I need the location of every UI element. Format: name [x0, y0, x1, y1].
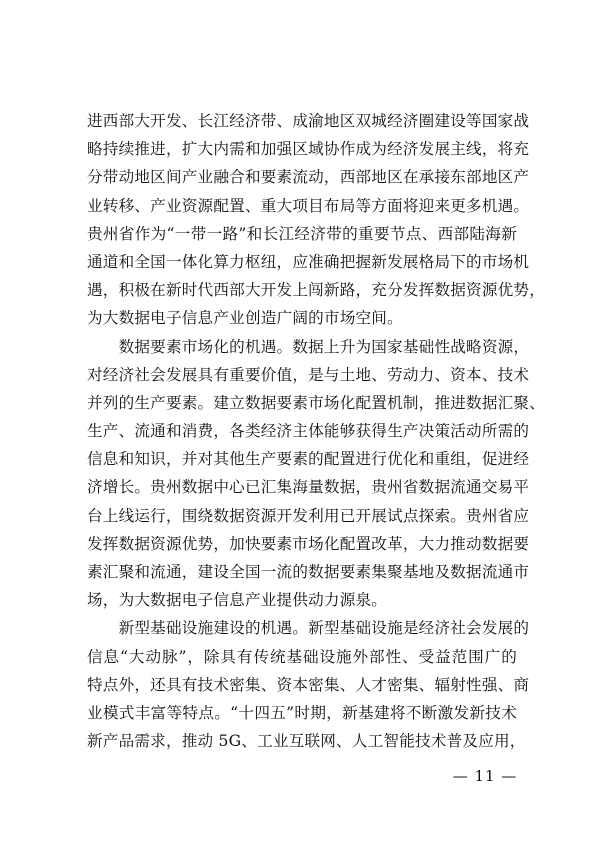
text-line: 信息和知识，并对其他生产要素的配置进行优化和重组，促进经: [87, 450, 530, 469]
text-line: 遇，积极在新时代西部大开发上闯新路，充分发挥数据资源优势，: [87, 281, 546, 300]
text-line: 特点外，还具有技术密集、资本密集、人才密集、辐射性强、商: [87, 675, 530, 694]
text-line: 分带动地区间产业融合和要素流动，西部地区在承接东部地区产: [87, 168, 530, 187]
text-line: 通道和全国一体化算力枢纽，应准确把握新发展格局下的市场机: [87, 252, 530, 271]
text-line: 业转移、产业资源配置、重大项目布局等方面将迎来更多机遇。: [87, 196, 530, 215]
text-line: 济增长。贵州数据中心已汇集海量数据，贵州省数据流通交易平: [87, 478, 530, 497]
page-number: — 11 —: [452, 767, 518, 785]
text-line: 对经济社会发展具有重要价值，是与土地、劳动力、资本、技术: [87, 365, 530, 384]
text-line: 素汇聚和流通，建设全国一流的数据要素集聚基地及数据流通市: [87, 563, 530, 581]
text-line: 生产、流通和消费，各类经济主体能够获得生产决策活动所需的: [87, 422, 530, 441]
text-line: 并列的生产要素。建立数据要素市场化配置机制，推进数据汇聚、: [87, 393, 546, 412]
text-line: 信息“大动脉”，除具有传统基础设施外部性、受益范围广的: [87, 647, 517, 666]
text-line: 新产品需求，推动 5G、工业互联网、人工智能技术普及应用，: [87, 732, 526, 751]
text-line: 数据要素市场化的机遇。数据上升为国家基础性战略资源，: [87, 337, 530, 356]
text-line: 进西部大开发、长江经济带、成渝地区双城经济圈建设等国家战: [87, 112, 530, 130]
text-line: 为大数据电子信息产业创造广阔的市场空间。: [87, 309, 403, 328]
text-line: 新型基础设施建设的机遇。新型基础设施是经济社会发展的: [87, 619, 530, 638]
body-text: [87, 107, 546, 755]
text-line: 场，为大数据电子信息产业提供动力源泉。: [87, 591, 388, 610]
text-line: 业模式丰富等特点。“十四五”时期，新基建将不断激发新技术: [87, 703, 517, 722]
text-line: 台上线运行，围绕数据资源开发利用已开展试点探索。贵州省应: [87, 506, 530, 525]
text-line: 发挥数据资源优势，加快要素市场化配置改革，大力推动数据要: [87, 534, 530, 553]
text-line: 略持续推进，扩大内需和加强区域协作成为经济发展主线，将充: [87, 140, 530, 159]
text-line: 贵州省作为“一带一路”和长江经济带的重要节点、西部陆海新: [87, 224, 517, 243]
